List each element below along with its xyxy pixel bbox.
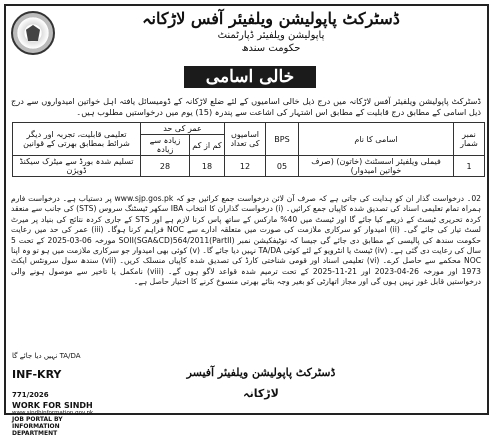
cell-qualification: تسلیم شدہ بورڈ سے میٹرک سیکنڈ ڈویژن (13, 156, 141, 177)
col-bps: BPS (266, 123, 299, 156)
cell-serial: 1 (454, 156, 485, 177)
col-age: عمر کی حد (141, 123, 225, 135)
table-row (13, 156, 485, 177)
cell-post: فیملی ویلفیئر اسسٹنٹ (خاتون) (صرف خواتین امیدوار) (299, 156, 454, 177)
info-website: www.sindhinformation.gov.pk (12, 410, 94, 416)
col-max-age: زیادہ سے زیادہ (141, 135, 190, 156)
cell-min-age: 18 (190, 156, 225, 177)
cell-max-age: 28 (141, 156, 190, 177)
vacancy-table (12, 122, 485, 177)
ref-line: TA/DA نہیں دیا جائے گا (12, 352, 81, 360)
cell-bps: 05 (266, 156, 299, 177)
cell-count: 12 (225, 156, 266, 177)
department-subtitle: پاپولیشن ویلفیئر ڈپارٹمنٹ (217, 30, 325, 41)
government-subtitle: حکومت سندھ (241, 43, 301, 54)
col-post: اسامی کا نام (299, 123, 454, 156)
conditions-paragraph: 02۔ درخواست گذار ان کو ہدایت کی جاتی ہے کہ صرف آن لائن درخواست جمع کرائیں جو کہ www.sjp.gos.pk پر دستیاب ہے۔ درخواست فارم ہمراہ تمام تعلیمی اسناد کی تصدیق شدہ کاپیاں جمع کرائیں۔ (i) درخواست گذاران کا انتخاب IBA سکھر ٹیسٹنگ سروس (STS) کی جانب سے منعقد کردہ تحریری ٹیسٹ کے ذریعے کیا جائے گا اور ٹیسٹ میں 40% مارکس کے ساتھ پاس کرنا لازم ہے اور STS کے جاری کردہ نتائج کی بنیاد پر میرٹ لسٹ تیار کی جائے گی۔ (ii) امیدوار کو سرکاری ملازمت کی صورت میں متعلقہ ادارے سے NOC فراہم کرنا ہوگا۔ (iii) عمر کی حد میں رعایت حکومت سندھ کی پالیسی کے مطابق دی جائے گی جیسا کہ نوٹیفکیشن نمبر SOII(SGA&CD)564/2011(PartII) مورخہ 06-03-2025 کے تحت 5 سال کی رعایت دی گئی ہے۔ (iv) ٹیسٹ یا انٹرویو کے لئے کوئی TA/DA نہیں دیا جائے گا۔ (v) کوئی بھی امیدوار جو سرکاری ملازمت میں ہو تو وہ اپنا NOC محکمے سے حاصل کرے۔ (vi) تعلیمی اسناد اور قومی شناختی کارڈ کی تصدیق شدہ کاپیاں منسلک کریں۔ (vii) سندھ سول سرونٹس ایکٹ 1973 اور مورخہ 26-04-2023 اور 21-11-2025 کے تحت ترمیم شدہ قواعد لاگو ہوں گے۔ (viii) نامکمل یا تاخیر سے موصول ہونے والی درخواستیں قابل غور نہیں ہوں گی اور مجاز اتھارٹی کو بغیر وجہ بتائے بھرتی منسوخ کرنے کا اختیار حاصل ہے۔ (11, 194, 482, 287)
kry-code: INF-KRY (12, 368, 62, 381)
kry-number: 771/2026 (12, 391, 49, 399)
government-seal-icon (11, 11, 55, 55)
intro-paragraph: ڈسٹرکٹ پاپولیشن ویلفیئر آفس لاڑکانہ میں درج ذیل خالی اسامیوں کے لئے ضلع لاڑکانہ کے ڈومیسائل یافتہ اہل خواتین امیدواروں سے درج ذیل اسامی کے مطابق درج قابلیت کے مطابق اس اشتہار کی اشاعت سے پندرہ (15) یوم میں درخواستیں مطلوب ہیں۔ (11, 96, 481, 117)
info-department-badge (12, 363, 98, 437)
office-title: ڈسٹرکٹ پاپولیشن ویلفیئر آفس لاڑکانہ (142, 9, 400, 28)
job-portal-by: JOB PORTAL BY (12, 416, 63, 423)
information-department: INFORMATION DEPARTMENT (12, 423, 60, 437)
col-min-age: کم از کم (190, 135, 225, 156)
vacancy-banner: خالی اسامی (184, 66, 316, 88)
advertisement-page (4, 4, 489, 437)
work-for-sindh: WORK FOR SINDH (12, 401, 93, 410)
signatory-city: لاڑکانہ (243, 387, 279, 400)
col-count: اسامیوں کی تعداد (225, 123, 266, 156)
signatory-title: ڈسٹرکٹ پاپولیشن ویلفیئر آفیسر (186, 366, 336, 379)
col-qualification: تعلیمی قابلیت، تجربہ اور دیگر شرائط بمطابق بھرتی کے قوانین (13, 123, 141, 156)
col-serial: نمبر شمار (454, 123, 485, 156)
